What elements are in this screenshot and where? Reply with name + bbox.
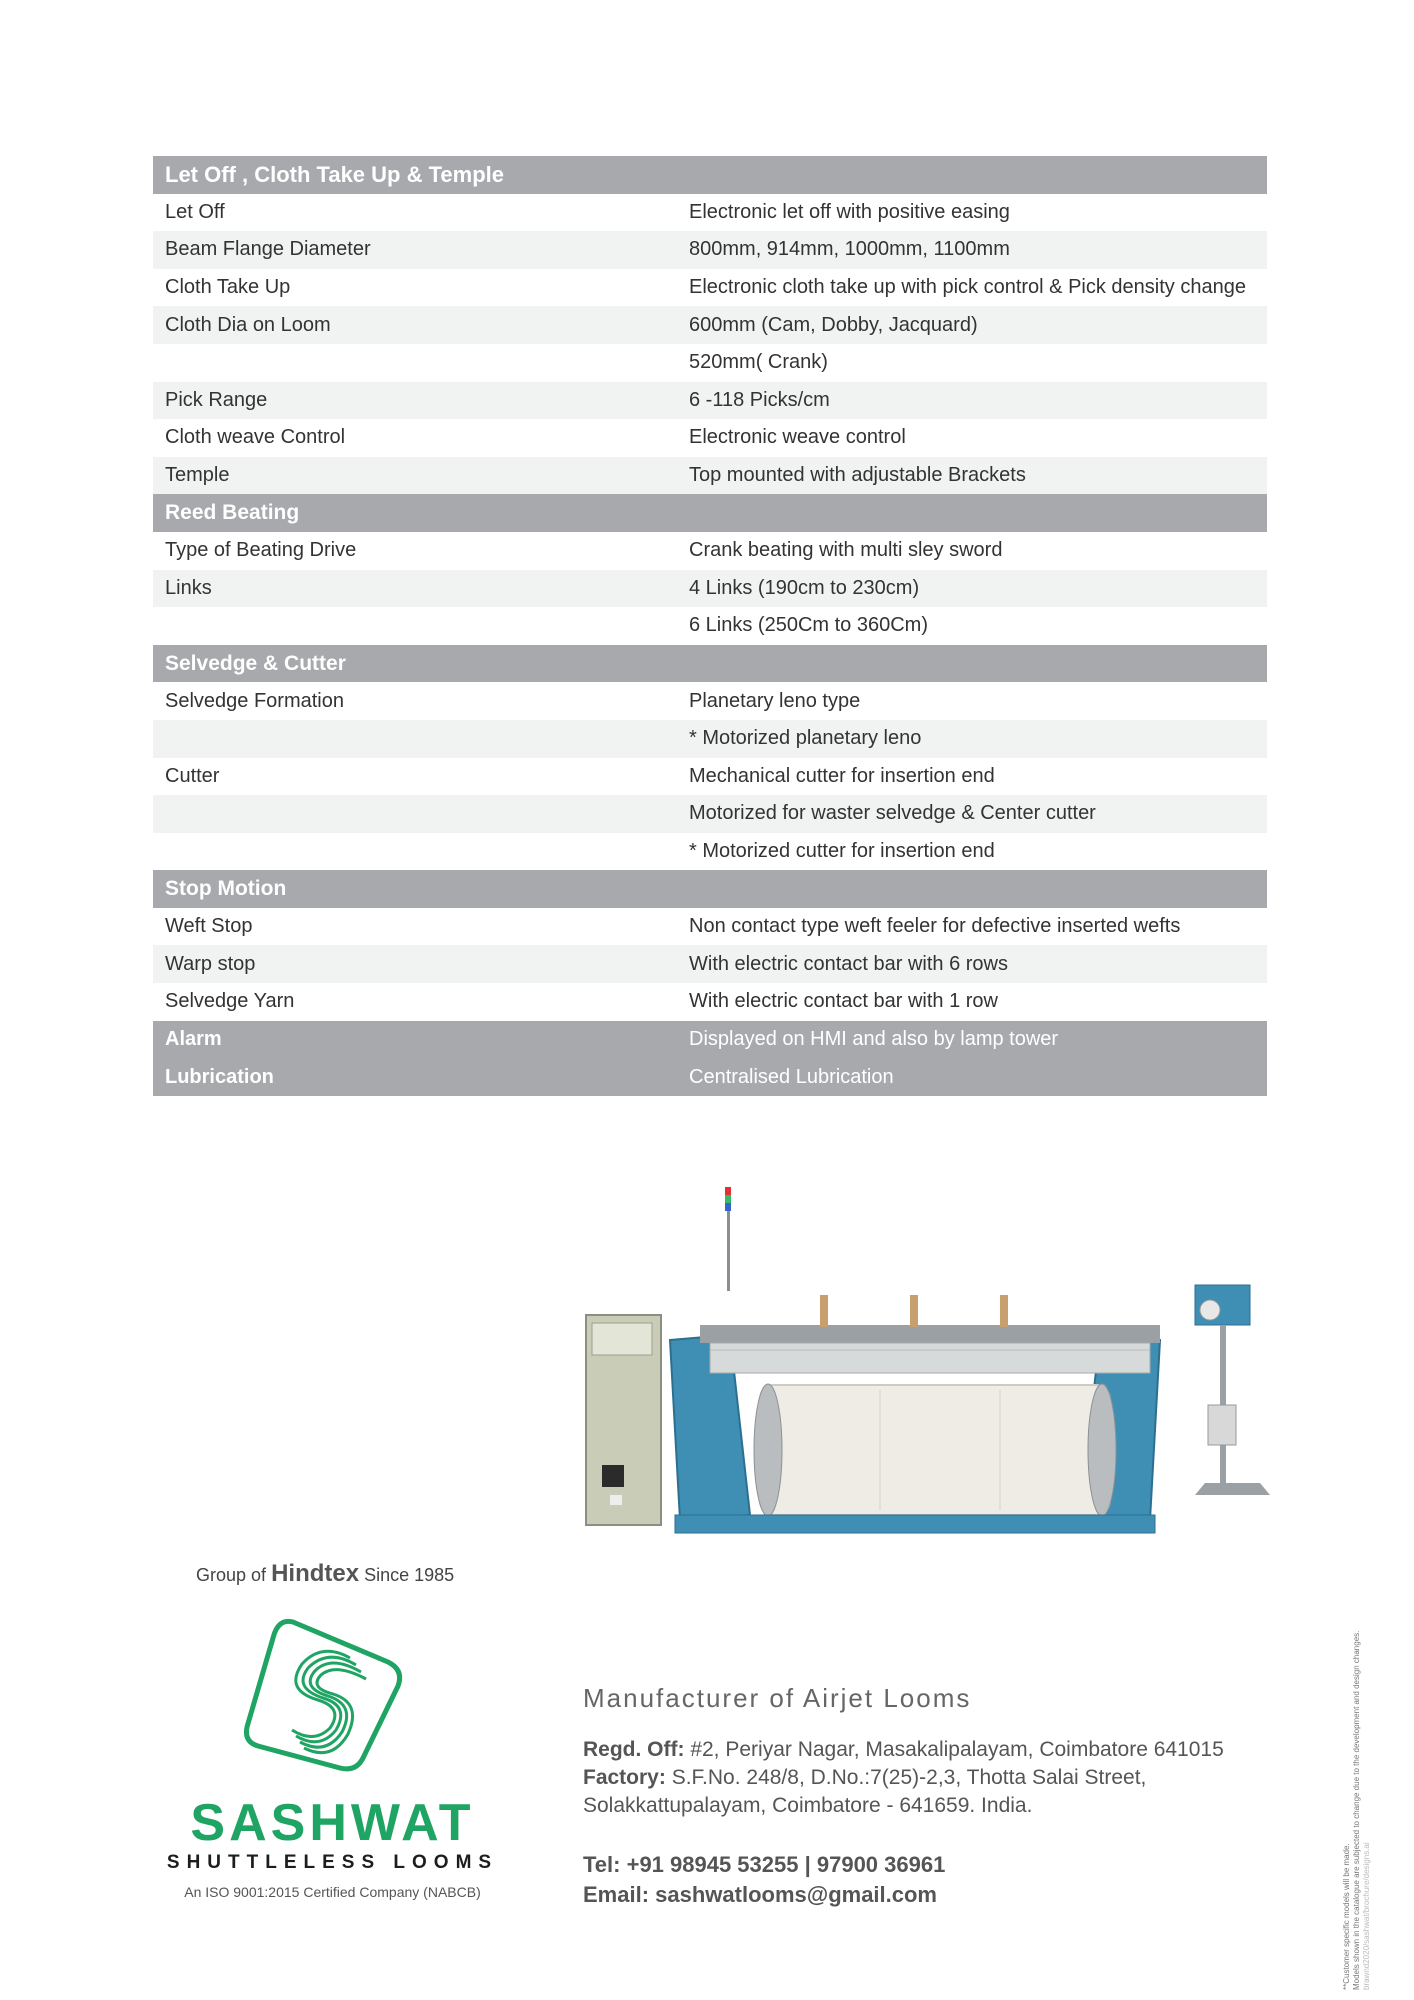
regd-value: #2, Periyar Nagar, Masakalipalayam, Coimbatore 641015: [690, 1738, 1224, 1761]
spec-label: Let Off: [153, 194, 677, 232]
spec-value: Electronic weave control: [677, 419, 1267, 457]
spec-value: Electronic cloth take up with pick control & Pick density change: [677, 269, 1267, 307]
regd-label: Regd. Off:: [583, 1738, 685, 1761]
group-line: [196, 1560, 454, 1588]
iso-certification: An ISO 9001:2015 Certified Company (NABCB): [184, 1884, 481, 1900]
spec-value: 4 Links (190cm to 230cm): [677, 570, 1267, 608]
spec-value: 6 -118 Picks/cm: [677, 382, 1267, 420]
spec-value: Displayed on HMI and also by lamp tower: [677, 1021, 1267, 1059]
disclaimer-line-3: brawnd2020/sashwat/brochure/designs.ai: [1362, 1842, 1371, 1990]
section-header: [153, 156, 1267, 194]
spec-row: [153, 532, 1267, 570]
spec-value: * Motorized cutter for insertion end: [677, 833, 1267, 871]
spec-label: Type of Beating Drive: [153, 532, 677, 570]
spec-value: Crank beating with multi sley sword: [677, 532, 1267, 570]
spec-row: [153, 306, 1267, 344]
spec-label: Weft Stop: [153, 908, 677, 946]
spec-value: 520mm( Crank): [677, 344, 1267, 382]
sashwat-logo-icon: [238, 1610, 418, 1785]
spec-label: [153, 720, 677, 758]
spec-label: Pick Range: [153, 382, 677, 420]
group-prefix: Group of: [196, 1565, 267, 1585]
disclaimer-line-2: Models shown in the catalogue are subjected to change due to the development and design changes.: [1352, 1630, 1361, 1990]
spec-label: Cloth weave Control: [153, 419, 677, 457]
spec-value: With electric contact bar with 6 rows: [677, 945, 1267, 983]
spec-row: [153, 983, 1267, 1021]
spec-row: [153, 344, 1267, 382]
spec-row: [153, 833, 1267, 871]
spec-value: 800mm, 914mm, 1000mm, 1100mm: [677, 231, 1267, 269]
spec-label: Warp stop: [153, 945, 677, 983]
factory-address-line2: Solakkattupalayam, Coimbatore - 641659. India.: [583, 1794, 1033, 1817]
registered-office: [583, 1736, 1303, 1764]
spec-value: Mechanical cutter for insertion end: [677, 758, 1267, 796]
spec-value: Centralised Lubrication: [677, 1058, 1267, 1096]
spec-row: [153, 682, 1267, 720]
spec-row: [153, 945, 1267, 983]
spec-label: Lubrication: [153, 1058, 677, 1096]
spec-row: [153, 457, 1267, 495]
spec-label: Cloth Take Up: [153, 269, 677, 307]
spec-label: Selvedge Formation: [153, 682, 677, 720]
spec-value: Top mounted with adjustable Brackets: [677, 457, 1267, 495]
spec-label: Selvedge Yarn: [153, 983, 677, 1021]
spec-value: Electronic let off with positive easing: [677, 194, 1267, 232]
spec-label: [153, 833, 677, 871]
spec-row: [153, 570, 1267, 608]
section-title: Let Off , Cloth Take Up & Temple: [153, 156, 1267, 194]
section-title: Stop Motion: [153, 870, 1267, 908]
airjet-loom-image: [580, 1185, 1280, 1555]
spec-row: [153, 231, 1267, 269]
email-address: Email: sashwatlooms@gmail.com: [583, 1882, 937, 1907]
factory-value: S.F.No. 248/8, D.No.:7(25)-2,3, Thotta Salai Street,: [671, 1766, 1147, 1789]
spec-row: [153, 607, 1267, 645]
spec-value: 600mm (Cam, Dobby, Jacquard): [677, 306, 1267, 344]
factory-address: [583, 1764, 1303, 1792]
spec-row: [153, 419, 1267, 457]
spec-label: Beam Flange Diameter: [153, 231, 677, 269]
spec-label: Temple: [153, 457, 677, 495]
disclaimer-line-1: **Customer specific models will be made.: [1342, 1843, 1351, 1990]
spec-label: [153, 795, 677, 833]
spec-value: 6 Links (250Cm to 360Cm): [677, 607, 1267, 645]
company-logo-name: SASHWAT: [190, 1794, 475, 1852]
spec-row: [153, 269, 1267, 307]
spec-row: [153, 1021, 1267, 1059]
factory-label: Factory:: [583, 1766, 666, 1789]
section-title: Selvedge & Cutter: [153, 645, 1267, 683]
section-header: [153, 870, 1267, 908]
contact-block: [583, 1683, 1303, 1908]
spec-label: Cutter: [153, 758, 677, 796]
spec-label: Alarm: [153, 1021, 677, 1059]
spec-label: Cloth Dia on Loom: [153, 306, 677, 344]
group-suffix: Since 1985: [364, 1565, 455, 1585]
spec-label: Links: [153, 570, 677, 608]
spec-row: [153, 194, 1267, 232]
spec-row: [153, 1058, 1267, 1096]
spec-label: [153, 344, 677, 382]
section-title: Reed Beating: [153, 494, 1267, 532]
spec-row: [153, 382, 1267, 420]
section-header: [153, 645, 1267, 683]
section-header: [153, 494, 1267, 532]
group-brand: Hindtex: [271, 1560, 360, 1587]
spec-value: Motorized for waster selvedge & Center cutter: [677, 795, 1267, 833]
spec-value: Non contact type weft feeler for defective inserted wefts: [677, 908, 1267, 946]
manufacturer-heading: Manufacturer of Airjet Looms: [583, 1683, 972, 1713]
spec-row: [153, 720, 1267, 758]
spec-label: [153, 607, 677, 645]
spec-value: Planetary leno type: [677, 682, 1267, 720]
telephone: Tel: +91 98945 53255 | 97900 36961: [583, 1852, 946, 1877]
company-tagline: SHUTTLELESS LOOMS: [166, 1852, 499, 1873]
specification-table: [153, 156, 1267, 1096]
disclaimer: [1342, 1520, 1372, 1990]
spec-row: [153, 908, 1267, 946]
spec-row: [153, 795, 1267, 833]
spec-value: With electric contact bar with 1 row: [677, 983, 1267, 1021]
spec-value: * Motorized planetary leno: [677, 720, 1267, 758]
spec-row: [153, 758, 1267, 796]
